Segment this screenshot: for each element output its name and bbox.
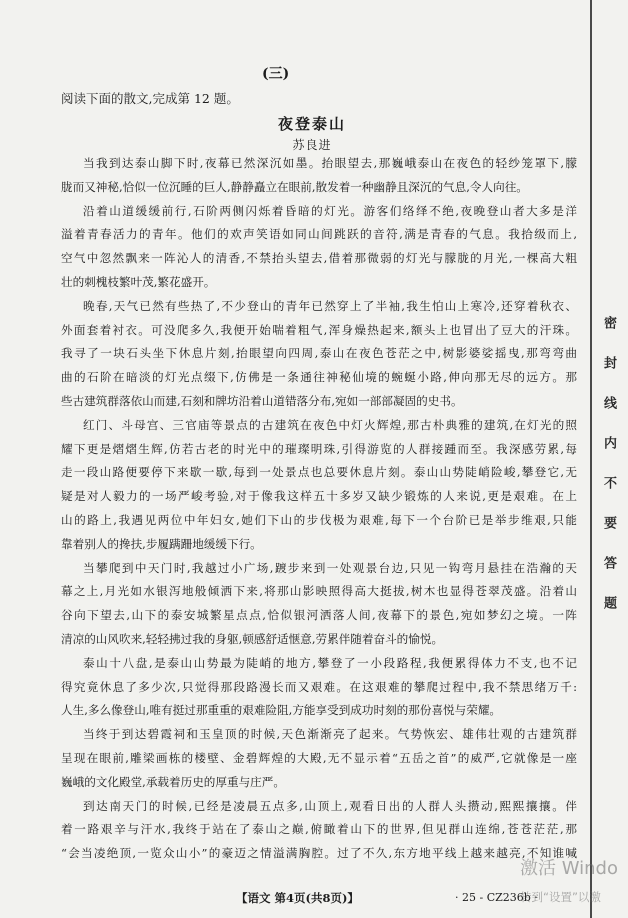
paragraph-line: 外面套着衬衣。可没爬多久,我便开始喘着粗气,浑身燥热起来,额头上也冒出了豆大的汗珠。 [61, 322, 577, 337]
paragraph-line: 山的路上,我遇见两位中年妇女,她们下山的步伐极为艰难,每下一个台阶已是举步维艰,只能 [61, 512, 577, 527]
seal-line-notice: 密封线内不要答题 [601, 316, 616, 636]
paragraph-line: 晚春,天气已然有些热了,不少登山的青年已然穿上了半袖,我生怕山上寒冷,还穿着秋衣、 [83, 298, 577, 313]
paragraph-line: 耀下更是熠熠生辉,仿若古老的时光中的璀璨明珠,引得游览的人群接踵而至。我深感劳累,每 [61, 441, 577, 456]
paragraph-6 [61, 652, 577, 723]
windows-activation-watermark [520, 856, 626, 912]
paragraph-8 [61, 795, 577, 866]
paragraph-line: 壮的刺槐枝繁叶茂,繁花盛开。 [61, 274, 216, 289]
paragraph-4 [61, 414, 577, 557]
paragraph-line: 靠着别人的搀扶,步履蹒跚地缓缓下行。 [61, 536, 262, 551]
paragraph-line: 幕之上,月光如水银泻地般倾洒下来,将那山影映照得高大挺拔,树木也显得苍翠茂盛。沿着山 [61, 584, 577, 599]
paragraph-line: 巍峨的文化殿堂,承载着历史的厚重与庄严。 [61, 774, 285, 789]
paragraph-line: 当终于到达碧霞祠和玉皇顶的时候,天色渐渐亮了起来。气势恢宏、雄伟壮观的古建筑群 [83, 727, 577, 742]
paragraph-line: 清凉的山风吹来,轻轻拂过我的身躯,顿感舒适惬意,劳累伴随着奋斗的愉悦。 [61, 631, 444, 646]
paragraph-line: 沿着山道缓缓前行,石阶两侧闪烁着昏暗的灯光。游客们络绎不绝,夜晚登山者大多是洋 [83, 203, 577, 218]
footer-page-info: 【语文 第4页(共8页)】 [236, 891, 359, 905]
paragraph-line: 红门、斗母宫、三官庙等景点的古建筑在夜色中灯火辉煌,那古朴典雅的建筑,在灯光的照 [83, 417, 577, 432]
paragraph-1 [61, 152, 577, 200]
paragraph-line: 走一段山路便要停下来歇一歇,每到一处景点也总要休息片刻。泰山山势陡峭险峻,攀登它,无 [61, 465, 577, 480]
paragraph-line: 我寻了一块石头坐下休息片刻,抬眼望向四周,泰山在夜色苍茫之中,树影婆娑摇曳,那弯弯曲 [61, 346, 577, 361]
paragraph-line: 曲的石阶在暗淡的灯光点缀下,仿佛是一条通往神秘仙境的蜿蜒小路,伸向那无尽的远方。那 [61, 370, 577, 385]
paragraph-line: 泰山十八盘,是泰山山势最为陡峭的地方,攀登了一小段路程,我便累得体力不支,也不记 [83, 655, 577, 670]
paragraph-line: 着一路艰辛与汗水,我终于站在了泰山之巅,俯瞰着山下的世界,但见群山连绵,苍苍茫茫,那 [61, 822, 577, 837]
paragraph-7 [61, 723, 577, 794]
question-instruction: 阅读下面的散文,完成第 12 题。 [61, 91, 239, 106]
paragraph-5 [61, 557, 577, 652]
article-body [61, 152, 577, 866]
paragraph-line: 人生,多么像登山,唯有挺过那重重的艰难险阻,方能享受到成功时刻的那份喜悦与荣耀。 [61, 703, 502, 718]
footer-paper-code: · 25 - CZ236b · [455, 891, 538, 904]
watermark-line-2: 转到“设置”以激 [520, 890, 601, 904]
article-title: 夜登泰山 [277, 115, 346, 133]
paragraph-line: 当我到达泰山脚下时,夜幕已然深沉如墨。抬眼望去,那巍峨泰山在夜色的轻纱笼罩下,朦 [83, 156, 577, 170]
section-label: (三) [262, 66, 290, 82]
paragraph-line: 疑是对人毅力的一场严峻考验,对于像我这样五十多岁又缺少锻炼的人来说,更是艰难。在上 [61, 489, 577, 504]
paragraph-line: 到达南天门的时候,已经是凌晨五点多,山顶上,观看日出的人群人头攒动,熙熙攘攘。伴 [83, 798, 577, 813]
paragraph-3 [61, 295, 577, 414]
paragraph-line: 当攀爬到中天门时,我越过小广场,踱步来到一处观景台边,只见一钩弯月悬挂在浩瀚的天 [83, 560, 577, 575]
paragraph-line: 些古建筑群落依山而建,石刻和牌坊沿着山道错落分布,宛如一部部凝固的史书。 [61, 393, 463, 408]
paragraph-line: 得究竟休息了多少次,只觉得那段路漫长而又艰难。在这艰难的攀爬过程中,我不禁思绪万千: [61, 679, 577, 694]
watermark-line-1: 激活 Windo [520, 858, 618, 879]
paragraph-line: 溢着青春活力的青年。他们的欢声笑语如同山间跳跃的音符,满是青春的气息。我拾级而上, [61, 227, 577, 242]
paragraph-line: “会当凌绝顶,一览众山小”的豪迈之情溢满胸腔。过了不久,东方地平线上越来越亮,不知谁喊 [61, 846, 577, 861]
paragraph-line: 胧而又神秘,恰似一位沉睡的巨人,静静矗立在眼前,散发着一种幽静且深沉的气息,令人向往。 [61, 179, 528, 194]
article-author: 苏良进 [292, 138, 332, 152]
paragraph-line: 空气中忽然飘来一阵沁人的清香,不禁抬头望去,借着那微弱的灯光与朦胧的月光,一棵高大粗 [61, 251, 577, 266]
paragraph-2 [61, 200, 577, 295]
seal-line-divider [590, 0, 592, 918]
paragraph-line: 谷向下望去,山下的泰安城繁星点点,恰似银河洒落人间,夜幕下的景色,宛如梦幻之境。一阵 [61, 608, 577, 623]
paragraph-line: 呈现在眼前,雕梁画栋的楼壁、金碧辉煌的大殿,无不显示着“五岳之首”的威严,它就像是一座 [61, 750, 577, 765]
